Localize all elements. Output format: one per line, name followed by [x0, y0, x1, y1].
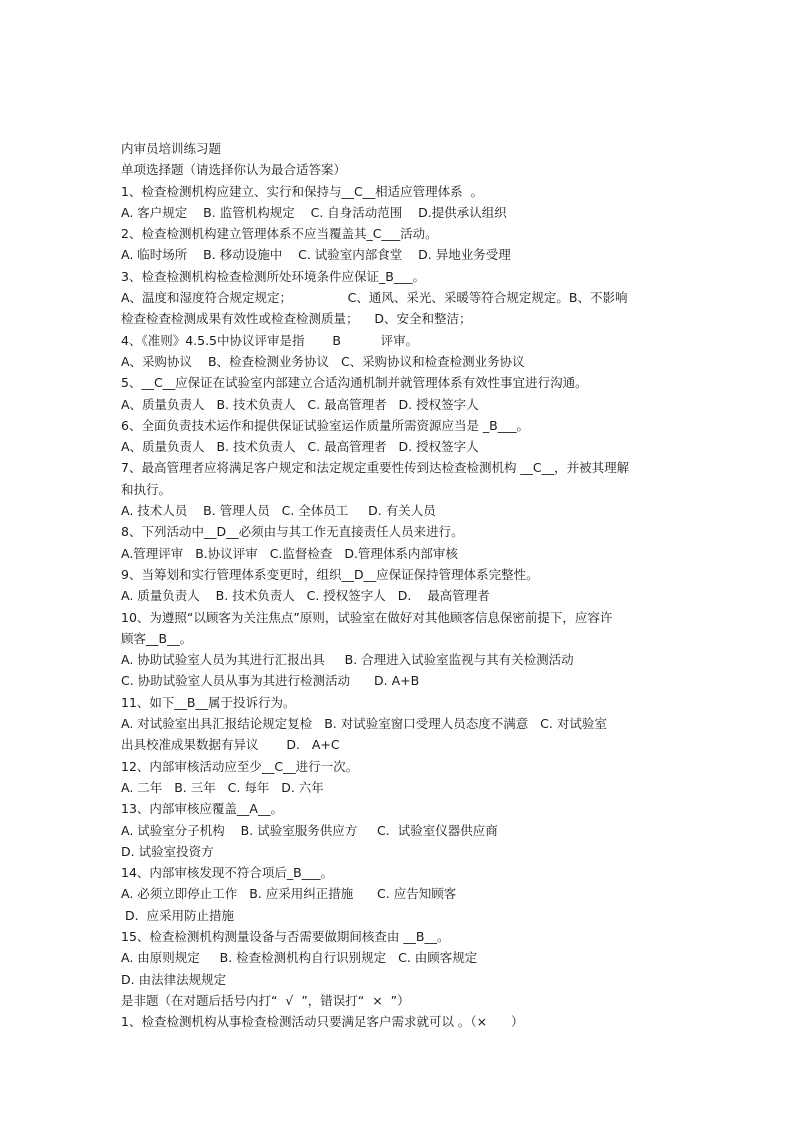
text-line: 1、检查检测机构从事检查检测活动只要满足客户需求就可以 。（× ）: [121, 1014, 524, 1030]
text-line: 内审员培训练习题: [121, 141, 222, 156]
text-line: A. 试验室分子机构 B. 试验室服务供应方 C. 试验室仪器供应商: [121, 822, 498, 838]
text-line: 8、下列活动中__D__必须由与其工作无直接责任人员来进行。: [121, 524, 464, 540]
text-line: A. 客户规定 B. 监管机构规定 C. 自身活动范围 D.提供承认组织: [121, 204, 507, 220]
text-line: A. 临时场所 B. 移动设施中 C. 试验室内部食堂 D. 异地业务受理: [121, 247, 511, 263]
text-line: 和执行。: [121, 481, 172, 497]
text-line: 出具校准成果数据有异议 D. A+C: [121, 737, 340, 753]
text-line: A. 技术人员 B. 管理人员 C. 全体员工 D. 有关人员: [121, 503, 436, 519]
text-line: 12、内部审核活动应至少__C__进行一次。: [121, 758, 359, 774]
text-line: D. 应采用防止措施: [121, 907, 235, 923]
document-body: [121, 138, 691, 1032]
text-line: A. 必须立即停止工作 B. 应采用纠正措施 C. 应告知顾客: [121, 886, 457, 902]
text-line: C. 协助试验室人员从事为其进行检测活动 D. A+B: [121, 673, 420, 689]
text-line: 顾客__B__。: [121, 630, 193, 646]
text-line: 检查检查检测成果有效性或检查检测质量； D、安全和整洁；: [121, 311, 472, 327]
text-line: 10、为遵照“以顾客为关注焦点”原则，试验室在做好对其他顾客信息保密前提下，应容许: [121, 609, 613, 625]
text-line: A、采购协议 B、检查检测业务协议 C、采购协议和检查检测业务协议: [121, 353, 525, 369]
text-line: 14、内部审核发现不符合项后_B___。: [121, 865, 333, 881]
text-line: D. 由法律法规规定: [121, 971, 227, 987]
text-line: 4、《准则》4.5.5中协议评审是指 B 评审。: [121, 332, 419, 348]
text-line: 是非题（在对题后括号内打“ √ ”，错误打“ × ”）: [121, 992, 410, 1008]
text-line: A、温度和湿度符合规定规定； C、通风、采光、采暖等符合规定规定。B、不影响: [121, 290, 628, 306]
text-line: A. 对试验室出具汇报结论规定复检 B. 对试验室窗口受理人员态度不满意 C. 对试验室: [121, 716, 607, 732]
text-line: A. 协助试验室人员为其进行汇报出具 B. 合理进入试验室监视与其有关检测活动: [121, 652, 574, 668]
text-line: 单项选择题（请选择你认为最合适答案）: [121, 162, 347, 178]
text-line: A. 二年 B. 三年 C. 每年 D. 六年: [121, 779, 324, 795]
text-line: 1、检查检测机构应建立、实行和保持与__C__相适应管理体系 。: [121, 183, 484, 199]
text-line: A. 由原则规定 B. 检查检测机构自行识别规定 C. 由顾客规定: [121, 950, 478, 966]
text-line: 15、检查检测机构测量设备与否需要做期间核查由 __B__。: [121, 928, 450, 944]
text-line: 6、全面负责技术运作和提供保证试验室运作质量所需资源应当是 _B___。: [121, 417, 530, 433]
text-line: A、质量负责人 B. 技术负责人 C. 最高管理者 D. 授权签字人: [121, 396, 479, 412]
text-line: 11、如下__B__属于投诉行为。: [121, 694, 296, 710]
text-line: 13、内部审核应覆盖__A__。: [121, 801, 283, 817]
text-line: 9、当筹划和实行管理体系变更时，组织__D__应保证保持管理体系完整性。: [121, 566, 539, 582]
text-line: 7、最高管理者应将满足客户规定和法定规定重要性传到达检查检测机构 __C__，并被其理解: [121, 460, 630, 476]
text-line: 5、__C__应保证在试验室内部建立合适沟通机制并就管理体系有效性事宜进行沟通。: [121, 375, 588, 391]
text-line: A、质量负责人 B. 技术负责人 C. 最高管理者 D. 授权签字人: [121, 439, 479, 455]
text-line: A. 质量负责人 B. 技术负责人 C. 授权签字人 D. 最高管理者: [121, 588, 490, 604]
text-line: 2、检查检测机构建立管理体系不应当覆盖其_C___活动。: [121, 226, 438, 242]
text-line: 3、检查检测机构检查检测所处环境条件应保证_B___。: [121, 268, 426, 284]
text-line: D. 试验室投资方: [121, 843, 214, 859]
text-line: A.管理评审 B.协议评审 C.监督检查 D.管理体系内部审核: [121, 545, 458, 561]
